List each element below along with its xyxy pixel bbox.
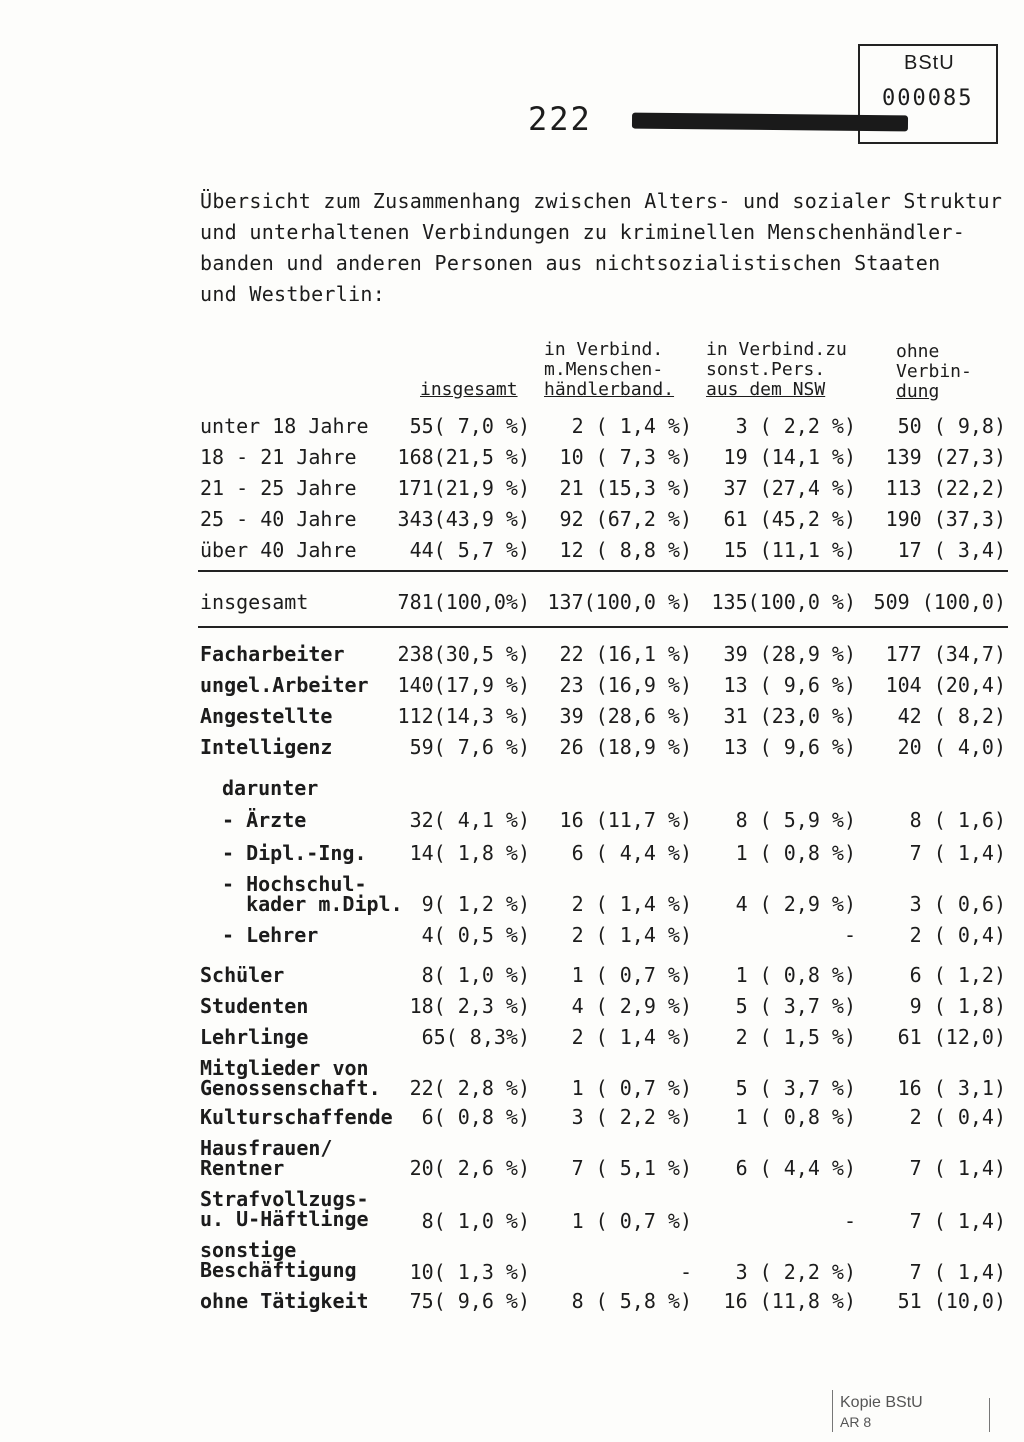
total-row [0, 590, 1024, 620]
cell-total: 112(14,3 %) [397, 704, 530, 728]
copy-stamp [830, 1390, 990, 1432]
row-label: sonstige [200, 1238, 297, 1262]
cell-value: 7 ( 5,1 %) [571, 1156, 692, 1180]
cell-value: 8 ( 5,9 %) [735, 808, 856, 832]
cell-value: 51 (10,0) [897, 1289, 1006, 1313]
cell-total: 44( 5,7 %) [409, 538, 530, 562]
table-row [0, 538, 1024, 568]
cell-value: 17 ( 3,4) [897, 538, 1006, 562]
cell-value: 137(100,0 %) [547, 590, 692, 614]
table-row [0, 1136, 1024, 1180]
cell-total: 9( 1,2 %) [421, 892, 530, 916]
header-total: insgesamt [420, 379, 518, 400]
cell-value: 139 (27,3) [885, 445, 1006, 469]
stamp-agency: BStU [904, 52, 955, 74]
table-row [0, 808, 1024, 838]
cell-total: 238(30,5 %) [397, 642, 530, 666]
table-row [0, 414, 1024, 444]
cell-value: 19 (14,1 %) [723, 445, 856, 469]
row-label: Strafvollzugs- [200, 1187, 369, 1211]
redaction-bar [632, 113, 908, 132]
cell-total: 6( 0,8 %) [421, 1105, 530, 1129]
header-col-ohne [896, 342, 972, 402]
table-row [0, 642, 1024, 672]
stamp-border [832, 1390, 833, 1432]
cell-total: 55( 7,0 %) [409, 414, 530, 438]
cell-value: 2 ( 1,4 %) [571, 892, 692, 916]
cell-total: 22( 2,8 %) [409, 1076, 530, 1100]
intro-paragraph: Übersicht zum Zusammenhang zwischen Alters- und sozialer Struktur und unterhaltenen Verbindungen zu kriminellen Menschenhändler- banden und anderen Personen aus nichtsozialistischen Staaten und Westberlin: [200, 189, 1003, 306]
cell-value: 2 ( 1,4 %) [571, 923, 692, 947]
cell-total: 140(17,9 %) [397, 673, 530, 697]
cell-value: 3 ( 2,2 %) [571, 1105, 692, 1129]
table-row [0, 1056, 1024, 1100]
table-row [0, 476, 1024, 506]
cell-value: 92 (67,2 %) [559, 507, 692, 531]
row-label: unter 18 Jahre [200, 414, 369, 438]
row-label: - Lehrer [222, 923, 319, 947]
cell-value: 1 ( 0,7 %) [571, 1209, 692, 1233]
row-label: - Ärzte [222, 808, 307, 832]
cell-value: 13 ( 9,6 %) [723, 735, 856, 759]
cell-total: 14( 1,8 %) [409, 841, 530, 865]
cell-value: 6 ( 4,4 %) [735, 1156, 856, 1180]
page-number: 222 [528, 100, 592, 138]
cell-value: 113 (22,2) [885, 476, 1006, 500]
table-row [0, 1025, 1024, 1055]
table-row [0, 963, 1024, 993]
row-label: über 40 Jahre [200, 538, 357, 562]
cell-value: 2 ( 0,4) [909, 923, 1006, 947]
table-row [0, 507, 1024, 537]
header-text: dung [896, 381, 940, 402]
cell-value: 42 ( 8,2) [897, 704, 1006, 728]
cell-total: 781(100,0%) [397, 590, 530, 614]
row-label: Facharbeiter [200, 642, 345, 666]
cell-total: 4( 0,5 %) [421, 923, 530, 947]
cell-value: 177 (34,7) [885, 642, 1006, 666]
table-row [0, 735, 1024, 765]
cell-value: 6 ( 4,4 %) [571, 841, 692, 865]
table-row [0, 445, 1024, 475]
row-label-cont: kader m.Dipl. [222, 892, 403, 916]
table-row [0, 872, 1024, 916]
cell-value: 3 ( 2,2 %) [735, 1260, 856, 1284]
cell-value: 5 ( 3,7 %) [735, 994, 856, 1018]
cell-value: 13 ( 9,6 %) [723, 673, 856, 697]
cell-value: 37 (27,4 %) [723, 476, 856, 500]
cell-value: - [843, 923, 856, 947]
table-row [0, 1105, 1024, 1135]
cell-value: 7 ( 1,4) [909, 1156, 1006, 1180]
header-text: Verbin- [896, 361, 972, 382]
cell-value: 16 (11,8 %) [723, 1289, 856, 1313]
cell-value: 509 (100,0) [873, 590, 1006, 614]
header-text: m.Menschen- [544, 359, 664, 380]
cell-value: 39 (28,6 %) [559, 704, 692, 728]
cell-value: 16 ( 3,1) [897, 1076, 1006, 1100]
cell-value: 22 (16,1 %) [559, 642, 692, 666]
header-text: händlerband. [544, 379, 675, 400]
cell-value: 16 (11,7 %) [559, 808, 692, 832]
cell-value: 2 ( 1,4 %) [571, 1025, 692, 1049]
cell-total: 59( 7,6 %) [409, 735, 530, 759]
row-label: Schüler [200, 963, 285, 987]
cell-value: 31 (23,0 %) [723, 704, 856, 728]
table-row [0, 994, 1024, 1024]
header-text: ohne [896, 341, 940, 362]
cell-total: 75( 9,6 %) [409, 1289, 530, 1313]
cell-value: 61 (45,2 %) [723, 507, 856, 531]
row-label: - Dipl.-Ing. [222, 841, 367, 865]
copy-stamp-text: Kopie BStU [840, 1394, 923, 1411]
cell-value: 7 ( 1,4) [909, 1260, 1006, 1284]
cell-value: 1 ( 0,7 %) [571, 1076, 692, 1100]
header-col-sonstige [706, 340, 847, 400]
cell-total: 171(21,9 %) [397, 476, 530, 500]
cell-value: 8 ( 5,8 %) [571, 1289, 692, 1313]
cell-total: 8( 1,0 %) [421, 1209, 530, 1233]
cell-value: 3 ( 2,2 %) [735, 414, 856, 438]
divider [198, 570, 1008, 572]
cell-total: 65( 8,3%) [421, 1025, 530, 1049]
cell-value: 21 (15,3 %) [559, 476, 692, 500]
table-row [0, 1238, 1024, 1282]
table-row [0, 1289, 1024, 1319]
cell-value: 4 ( 2,9 %) [571, 994, 692, 1018]
cell-value: 39 (28,9 %) [723, 642, 856, 666]
stamp-border [989, 1398, 990, 1432]
divider [198, 626, 1008, 628]
table-row [0, 704, 1024, 734]
row-label: insgesamt [200, 590, 309, 614]
cell-total: 32( 4,1 %) [409, 808, 530, 832]
row-label: Hausfrauen/ [200, 1136, 333, 1160]
cell-value: 7 ( 1,4) [909, 1209, 1006, 1233]
cell-value: 15 (11,1 %) [723, 538, 856, 562]
cell-total: 20( 2,6 %) [409, 1156, 530, 1180]
cell-value: 12 ( 8,8 %) [559, 538, 692, 562]
cell-value: 135(100,0 %) [711, 590, 856, 614]
cell-value: 1 ( 0,7 %) [571, 963, 692, 987]
row-label-cont: u. U-Häftlinge [200, 1207, 369, 1231]
row-label-cont: Rentner [200, 1156, 285, 1180]
header-text: aus dem NSW [706, 379, 826, 400]
row-label-cont: Genossenschaft. [200, 1076, 381, 1100]
row-label: 21 - 25 Jahre [200, 476, 357, 500]
row-label: 18 - 21 Jahre [200, 445, 357, 469]
cell-total: 10( 1,3 %) [409, 1260, 530, 1284]
header-text: in Verbind.zu [706, 339, 847, 360]
header-text: sonst.Pers. [706, 359, 826, 380]
table-row [0, 841, 1024, 871]
cell-value: 61 (12,0) [897, 1025, 1006, 1049]
row-label: - Hochschul- [222, 872, 367, 896]
cell-value: 1 ( 0,8 %) [735, 963, 856, 987]
row-label: Angestellte [200, 704, 333, 728]
cell-total: 343(43,9 %) [397, 507, 530, 531]
header-text: in Verbind. [544, 339, 664, 360]
row-label: ohne Tätigkeit [200, 1289, 369, 1313]
cell-value: 1 ( 0,8 %) [735, 1105, 856, 1129]
cell-value: 4 ( 2,9 %) [735, 892, 856, 916]
cell-total: 168(21,5 %) [397, 445, 530, 469]
darunter-label: darunter [222, 776, 319, 800]
cell-value: 6 ( 1,2) [909, 963, 1006, 987]
table-row [0, 673, 1024, 703]
cell-total: 8( 1,0 %) [421, 963, 530, 987]
row-label: Mitglieder von [200, 1056, 369, 1080]
cell-value: 10 ( 7,3 %) [559, 445, 692, 469]
header-col-menschenhaendler [544, 340, 674, 400]
copy-stamp-ref: AR 8 [840, 1414, 872, 1430]
cell-value: 2 ( 1,4 %) [571, 414, 692, 438]
subgroup-heading [0, 776, 1024, 806]
cell-value: 3 ( 0,6) [909, 892, 1006, 916]
cell-value: - [679, 1260, 692, 1284]
cell-value: 50 ( 9,8) [897, 414, 1006, 438]
cell-value: 26 (18,9 %) [559, 735, 692, 759]
cell-value: 2 ( 1,5 %) [735, 1025, 856, 1049]
row-label: 25 - 40 Jahre [200, 507, 357, 531]
cell-value: 190 (37,3) [885, 507, 1006, 531]
row-label: Studenten [200, 994, 309, 1018]
cell-value: 7 ( 1,4) [909, 841, 1006, 865]
cell-value: 1 ( 0,8 %) [735, 841, 856, 865]
row-label: Kulturschaffende [200, 1105, 393, 1129]
cell-value: 20 ( 4,0) [897, 735, 1006, 759]
cell-value: 8 ( 1,6) [909, 808, 1006, 832]
row-label-cont: Beschäftigung [200, 1258, 357, 1282]
cell-value: 23 (16,9 %) [559, 673, 692, 697]
cell-value: - [843, 1209, 856, 1233]
table-row [0, 1187, 1024, 1231]
cell-total: 18( 2,3 %) [409, 994, 530, 1018]
cell-value: 9 ( 1,8) [909, 994, 1006, 1018]
cell-value: 104 (20,4) [885, 673, 1006, 697]
row-label: Lehrlinge [200, 1025, 309, 1049]
stamp-number: 000085 [882, 86, 974, 111]
row-label: Intelligenz [200, 735, 333, 759]
table-row [0, 923, 1024, 953]
cell-value: 5 ( 3,7 %) [735, 1076, 856, 1100]
cell-value: 2 ( 0,4) [909, 1105, 1006, 1129]
row-label: ungel.Arbeiter [200, 673, 369, 697]
